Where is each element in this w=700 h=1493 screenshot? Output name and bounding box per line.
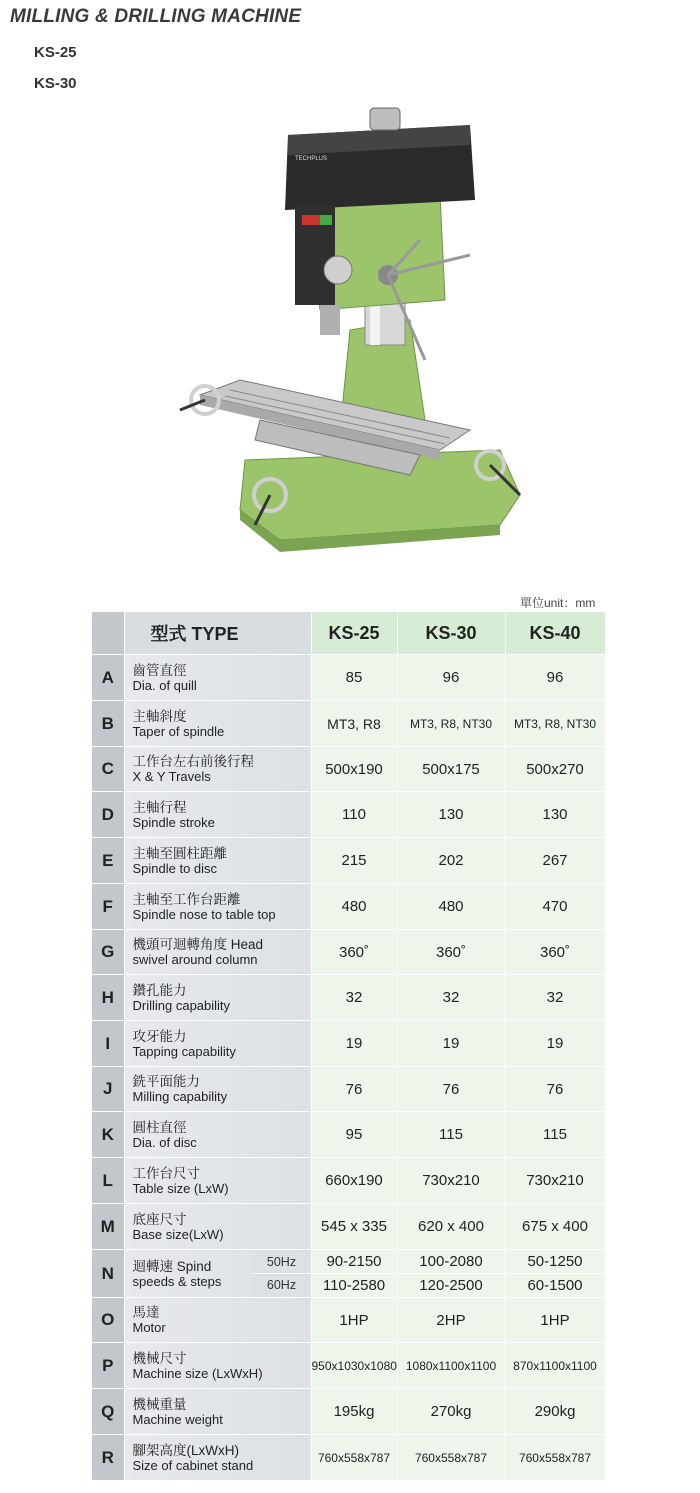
row-label (124, 792, 311, 838)
cell-ks30: 202 (397, 838, 505, 884)
cell-ks30-60hz: 120-2500 (397, 1274, 505, 1298)
cell-ks30: MT3, R8, NT30 (397, 701, 505, 747)
label-zh: 工作台左右前後行程 (132, 754, 254, 769)
label-en: Dia. of disc (132, 1134, 197, 1150)
table-row (92, 1067, 605, 1112)
label-zh: 腳架高度(LxWxH) (132, 1442, 239, 1458)
cell-ks25: 760x558x787 (311, 1435, 397, 1481)
table-row (92, 838, 605, 884)
row-label (124, 975, 311, 1021)
cell-ks25: 950x1030x1080 (311, 1343, 397, 1389)
cell-ks25: 19 (311, 1021, 397, 1067)
label-zh: 迴轉速 Spind (132, 1258, 212, 1274)
cell-ks40: 290kg (505, 1389, 605, 1435)
hz-60-label: 60Hz (253, 1273, 311, 1297)
label-en: Taper of spindle (132, 723, 225, 739)
cell-ks40: 360˚ (505, 930, 605, 975)
speed-row-50hz (92, 1250, 605, 1274)
row-letter: K (92, 1112, 124, 1158)
cell-ks25: 480 (311, 884, 397, 930)
model-label-1: KS-25 (34, 44, 77, 61)
label-en: Machine weight (132, 1411, 223, 1427)
row-letter: E (92, 838, 124, 884)
row-letter: J (92, 1067, 124, 1112)
cell-ks40-50hz: 50-1250 (505, 1250, 605, 1274)
row-label (124, 1435, 311, 1481)
header-letter-cell (92, 612, 124, 655)
cell-ks40: 760x558x787 (505, 1435, 605, 1481)
label-zh: 底座尺寸 (132, 1211, 187, 1227)
cell-ks40: 500x270 (505, 747, 605, 792)
cell-ks30: 76 (397, 1067, 505, 1112)
row-label (124, 930, 311, 975)
table-row (92, 701, 605, 747)
row-letter: A (92, 655, 124, 701)
label-zh: 主軸行程 (132, 799, 187, 815)
label-zh: 齒管直徑 (132, 662, 187, 678)
cell-ks30: 620 x 400 (397, 1204, 505, 1250)
label-en: X & Y Travels (132, 769, 211, 784)
cell-ks40: 870x1100x1100 (505, 1343, 605, 1389)
row-label (124, 747, 311, 792)
label-zh: 機頭可迴轉角度 Head (132, 937, 264, 952)
row-letter: O (92, 1298, 124, 1343)
cell-ks30: 115 (397, 1112, 505, 1158)
cell-ks25: 215 (311, 838, 397, 884)
table-row (92, 1435, 605, 1481)
table-row (92, 884, 605, 930)
label-zh: 工作台尺寸 (132, 1165, 200, 1181)
cell-ks40: 115 (505, 1112, 605, 1158)
label-en: Base size(LxW) (132, 1226, 224, 1242)
cell-ks30: 19 (397, 1021, 505, 1067)
cell-ks25: 95 (311, 1112, 397, 1158)
cell-ks30: 130 (397, 792, 505, 838)
page-title: MILLING & DRILLING MACHINE (10, 6, 302, 27)
row-letter: N (92, 1250, 124, 1298)
table-row (92, 747, 605, 792)
label-zh: 機械重量 (132, 1396, 187, 1412)
label-en: Spindle to disc (132, 860, 218, 876)
column-ks25: KS-25 (311, 612, 397, 655)
row-letter: I (92, 1021, 124, 1067)
label-zh: 馬達 (132, 1305, 160, 1320)
cell-ks40: 76 (505, 1067, 605, 1112)
label-en: Dia. of quill (132, 677, 197, 693)
cell-ks40: 130 (505, 792, 605, 838)
unit-note: 單位unit：mm (520, 596, 596, 610)
row-label (124, 655, 311, 701)
label-zh: 鑽孔能力 (132, 982, 187, 998)
label-zh: 攻牙能力 (132, 1028, 187, 1044)
table-row (92, 1343, 605, 1389)
cell-ks25: 500x190 (311, 747, 397, 792)
machine-badge-text: TECHPLUS (295, 156, 328, 162)
label-en: Motor (132, 1320, 166, 1335)
cell-ks25-50hz: 90-2150 (311, 1250, 397, 1274)
cell-ks30: 480 (397, 884, 505, 930)
table-row (92, 1298, 605, 1343)
table-header-row (92, 612, 605, 655)
row-letter: C (92, 747, 124, 792)
table-row (92, 1204, 605, 1250)
row-letter: F (92, 884, 124, 930)
label-zh: 主軸斜度 (132, 708, 187, 724)
cell-ks30: 2HP (397, 1298, 505, 1343)
column-ks40: KS-40 (505, 612, 605, 655)
table-row (92, 1112, 605, 1158)
table-row (92, 655, 605, 701)
label-en: Spindle stroke (132, 814, 215, 830)
cell-ks25: 1HP (311, 1298, 397, 1343)
row-label (124, 1021, 311, 1067)
cell-ks25: MT3, R8 (311, 701, 397, 747)
row-label (124, 1204, 311, 1250)
row-letter: D (92, 792, 124, 838)
cell-ks25: 660x190 (311, 1158, 397, 1204)
cell-ks30: 96 (397, 655, 505, 701)
cell-ks40: 1HP (505, 1298, 605, 1343)
row-letter: R (92, 1435, 124, 1481)
row-letter: G (92, 930, 124, 975)
row-letter: L (92, 1158, 124, 1204)
label-en: Milling capability (132, 1089, 228, 1104)
row-label (124, 838, 311, 884)
label-zh: 主軸至工作台距離 (132, 891, 241, 907)
model-label-2: KS-30 (34, 75, 77, 92)
cell-ks40: 19 (505, 1021, 605, 1067)
table-row (92, 792, 605, 838)
cell-ks25: 76 (311, 1067, 397, 1112)
cell-ks25: 360˚ (311, 930, 397, 975)
row-label (124, 1250, 311, 1298)
cell-ks25-60hz: 110-2580 (311, 1274, 397, 1298)
cell-ks30: 500x175 (397, 747, 505, 792)
milling-drilling-machine-image (170, 100, 530, 560)
label-zh: 圓柱直徑 (132, 1119, 187, 1135)
row-label (124, 1112, 311, 1158)
cell-ks40: 730x210 (505, 1158, 605, 1204)
cell-ks25: 85 (311, 655, 397, 701)
table-row (92, 1389, 605, 1435)
row-letter: Q (92, 1389, 124, 1435)
row-letter: M (92, 1204, 124, 1250)
row-letter: B (92, 701, 124, 747)
label-en: Table size (LxW) (132, 1180, 229, 1196)
row-label (124, 1389, 311, 1435)
row-label (124, 701, 311, 747)
cell-ks30: 730x210 (397, 1158, 505, 1204)
label-zh: 銑平面能力 (132, 1074, 200, 1089)
type-header: 型式 TYPE (124, 612, 311, 655)
hz-50-label: 50Hz (253, 1250, 311, 1274)
cell-ks40: 32 (505, 975, 605, 1021)
cell-ks30: 270kg (397, 1389, 505, 1435)
table-row (92, 1158, 605, 1204)
row-letter: H (92, 975, 124, 1021)
cell-ks25: 32 (311, 975, 397, 1021)
column-ks30: KS-30 (397, 612, 505, 655)
table-row (92, 1021, 605, 1067)
label-zh: 機械尺寸 (132, 1350, 187, 1366)
spec-table (92, 612, 606, 1481)
row-label (124, 1067, 311, 1112)
row-label (124, 1298, 311, 1343)
cell-ks30: 1080x1100x1100 (397, 1343, 505, 1389)
table-row (92, 930, 605, 975)
row-label (124, 884, 311, 930)
row-label (124, 1343, 311, 1389)
cell-ks25: 195kg (311, 1389, 397, 1435)
label-en: speeds & steps (132, 1273, 222, 1289)
label-en: Machine size (LxWxH) (132, 1365, 263, 1381)
row-label (124, 1158, 311, 1204)
label-en: Size of cabinet stand (132, 1457, 254, 1473)
label-en: swivel around column (132, 952, 258, 967)
cell-ks25: 110 (311, 792, 397, 838)
label-en: Spindle nose to table top (132, 906, 276, 922)
cell-ks25: 545 x 335 (311, 1204, 397, 1250)
cell-ks40-60hz: 60-1500 (505, 1274, 605, 1298)
label-en: Tapping capability (132, 1043, 236, 1059)
cell-ks40: MT3, R8, NT30 (505, 701, 605, 747)
row-letter: P (92, 1343, 124, 1389)
cell-ks30: 360˚ (397, 930, 505, 975)
cell-ks40: 267 (505, 838, 605, 884)
cell-ks40: 470 (505, 884, 605, 930)
cell-ks40: 675 x 400 (505, 1204, 605, 1250)
cell-ks30: 760x558x787 (397, 1435, 505, 1481)
cell-ks40: 96 (505, 655, 605, 701)
table-row (92, 975, 605, 1021)
cell-ks30: 32 (397, 975, 505, 1021)
cell-ks30-50hz: 100-2080 (397, 1250, 505, 1274)
label-zh: 主軸至圓柱距離 (132, 845, 227, 861)
label-en: Drilling capability (132, 997, 231, 1013)
